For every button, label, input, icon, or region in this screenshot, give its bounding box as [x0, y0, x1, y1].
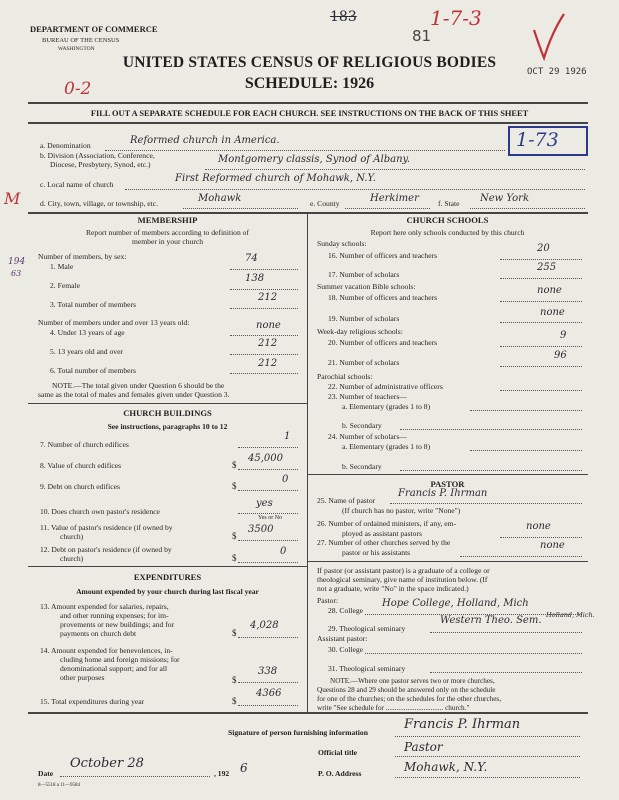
- age-head-label: Number of members under and over 13 years old:: [38, 318, 190, 327]
- city-label: d. City, town, village, or township, etc.: [40, 199, 159, 208]
- dotted-line: [500, 259, 582, 260]
- q24-label: 24. Number of scholars—: [328, 432, 407, 441]
- red-code-top: 1-7-3: [430, 6, 482, 30]
- dollar-sign: $: [232, 481, 237, 491]
- weekday-label: Week-day religious schools:: [317, 327, 403, 336]
- yes-no-hint: Yes or No: [258, 515, 283, 521]
- dotted-line: [238, 705, 298, 706]
- dollar-sign: $: [232, 531, 237, 541]
- buildings-sub: See instructions, paragraphs 10 to 12: [107, 422, 228, 431]
- dotted-line: [238, 540, 298, 541]
- city-value[interactable]: Mohawk: [198, 193, 242, 204]
- rule: [307, 561, 588, 562]
- q8-label: 8. Value of church edifices: [40, 461, 122, 470]
- assistant-label: Assistant pastor:: [317, 634, 368, 643]
- q28-label: 28. College: [328, 606, 364, 615]
- dotted-line: [205, 169, 585, 170]
- q26-label-2: ployed as assistant pastors: [342, 529, 422, 538]
- q26-label: 26. Number of ordained ministers, if any, em-: [317, 519, 457, 528]
- q27-label: 27. Number of other churches served by the: [317, 538, 451, 547]
- dotted-line: [460, 556, 582, 557]
- q10-value[interactable]: yes: [256, 498, 273, 509]
- received-date-stamp: OCT 29 1926: [527, 67, 587, 77]
- expenditures-sub: Amount expended by your church during last fiscal year: [76, 587, 259, 596]
- dotted-line: [183, 208, 298, 209]
- boxed-code: 1-73: [508, 126, 588, 156]
- schools-sub: Report here only schools conducted by this church: [370, 228, 525, 237]
- q31-label: 31. Theological seminary: [328, 664, 406, 673]
- q13-line3: provements or new buildings; and for: [60, 620, 175, 629]
- q16-label: 16. Number of officers and teachers: [328, 251, 438, 260]
- dotted-line: [365, 653, 582, 654]
- dotted-line: [430, 632, 582, 633]
- schedule-title: SCHEDULE: 1926: [244, 75, 375, 92]
- dotted-line: [500, 301, 582, 302]
- q3-value[interactable]: 212: [258, 292, 278, 303]
- rule: [28, 102, 588, 104]
- q14-value[interactable]: 338: [258, 666, 278, 677]
- dotted-line: [345, 208, 430, 209]
- q12-label: 12. Debt on pastor's residence (if owned by: [40, 545, 172, 554]
- dollar-sign: $: [232, 553, 237, 563]
- q17-value[interactable]: 255: [537, 262, 557, 273]
- membership-sub1: Report number of members according to definition of: [85, 228, 249, 237]
- dotted-line: [60, 776, 210, 777]
- q27-label-2: pastor or his assistants: [342, 548, 411, 557]
- graduate-line-2: theological seminary, give name of institution below. (If: [317, 575, 488, 584]
- pastor-note-3: for one of the churches; on the schedules for the other churches,: [317, 695, 502, 703]
- dollar-sign: $: [232, 460, 237, 470]
- dotted-line: [470, 410, 582, 411]
- q30-label: 30. College: [328, 645, 364, 654]
- q23a-label: a. Elementary (grades 1 to 8): [342, 402, 431, 411]
- graduate-line-1: If pastor (or assistant pastor) is a graduate of a college or: [317, 566, 490, 575]
- q15-value[interactable]: 4366: [256, 688, 282, 699]
- dotted-line: [500, 366, 582, 367]
- pastor-sub-label: Pastor:: [317, 596, 339, 605]
- dotted-line: [125, 189, 585, 190]
- q11-label-2: church): [60, 532, 84, 541]
- dotted-line: [500, 278, 582, 279]
- q25-hint: (If church has no pastor, write "None"): [342, 506, 461, 515]
- dollar-sign: $: [232, 675, 237, 685]
- county-value[interactable]: Herkimer: [370, 193, 419, 204]
- dotted-line: [105, 150, 505, 151]
- q19-label: 19. Number of scholars: [328, 314, 400, 323]
- q14-line2: cluding home and foreign missions; for: [60, 655, 180, 664]
- dotted-line: [500, 346, 582, 347]
- top-number: 81: [412, 27, 432, 45]
- margin-note: 194: [8, 257, 26, 267]
- membership-title: MEMBERSHIP: [137, 215, 198, 225]
- dotted-line: [230, 373, 298, 374]
- q28-value[interactable]: Hope College, Holland, Mich: [382, 598, 529, 609]
- q23b-label: b. Secondary: [342, 421, 382, 430]
- q3-label: 3. Total number of members: [50, 300, 137, 309]
- q12-label-2: church): [60, 554, 84, 563]
- division-label: b. Division (Association, Conference,: [40, 151, 155, 160]
- dotted-line: [238, 562, 298, 563]
- dept-label: DEPARTMENT OF COMMERCE: [30, 24, 158, 34]
- q18-value[interactable]: none: [537, 285, 562, 296]
- q14-line4: other purposes: [60, 673, 105, 682]
- dotted-line: [395, 777, 580, 778]
- q1-label: 1. Male: [50, 262, 74, 271]
- date-label: Date: [38, 769, 54, 778]
- local-name-value[interactable]: First Reformed church of Mohawk, N.Y.: [175, 173, 376, 184]
- q29-value-location[interactable]: Holland, Mich.: [546, 611, 595, 619]
- city-label: WASHINGTON: [58, 46, 95, 52]
- pastor-note-1: NOTE.—Where one pastor serves two or more churches,: [330, 677, 495, 685]
- q13-line2: and other running expenses; for im-: [60, 611, 169, 620]
- dotted-line: [470, 450, 582, 451]
- buildings-title: CHURCH BUILDINGS: [123, 408, 212, 418]
- address-label: P. O. Address: [318, 769, 362, 778]
- form-number: 8—5518 a 11—9584: [38, 783, 81, 788]
- q19-value[interactable]: none: [540, 307, 565, 318]
- dotted-line: [395, 736, 580, 737]
- q7-label: 7. Number of church edifices: [40, 440, 129, 449]
- q4-value[interactable]: none: [256, 320, 281, 331]
- q5-label: 5. 13 years old and over: [50, 347, 123, 356]
- vacation-label: Summer vacation Bible schools:: [317, 282, 416, 291]
- q20-value[interactable]: 9: [560, 330, 567, 341]
- dotted-line: [230, 289, 298, 290]
- membership-sub2: member in your church: [131, 237, 204, 246]
- q20-label: 20. Number of officers and teachers: [328, 338, 438, 347]
- signature-label: Signature of person furnishing information: [228, 728, 368, 737]
- division-value[interactable]: Montgomery classis, Synod of Albany.: [218, 154, 411, 165]
- date-value[interactable]: October 28: [70, 756, 144, 771]
- q21-value[interactable]: 96: [554, 350, 567, 361]
- bureau-label: BUREAU OF THE CENSUS: [42, 37, 120, 44]
- rule: [28, 122, 588, 124]
- q14-line1: 14. Amount expended for benevolences, in-: [40, 646, 173, 655]
- margin-mark: M: [4, 189, 21, 208]
- dotted-line: [238, 490, 298, 491]
- column-divider: [307, 212, 308, 712]
- q24b-label: b. Secondary: [342, 462, 382, 471]
- q11-value[interactable]: 3500: [248, 524, 274, 535]
- dotted-line: [395, 756, 580, 757]
- struck-number: 183: [330, 9, 357, 25]
- rule: [28, 712, 588, 714]
- pastor-title: PASTOR: [430, 479, 465, 489]
- q6-value[interactable]: 212: [258, 358, 278, 369]
- margin-note-2: 63: [11, 269, 22, 278]
- sunday-label: Sunday schools:: [317, 239, 367, 248]
- q18-label: 18. Number of officers and teachers: [328, 293, 438, 302]
- dotted-line: [238, 447, 298, 448]
- q6-label: 6. Total number of members: [50, 366, 137, 375]
- signature-value[interactable]: Francis P. Ihrman: [404, 717, 521, 732]
- red-code-left: 0-2: [64, 79, 92, 99]
- q2-label: 2. Female: [50, 281, 80, 290]
- rule: [28, 212, 588, 214]
- membership-note-2: same as the total of males and females given under Question 3.: [38, 390, 230, 399]
- denomination-value[interactable]: Reformed church in America.: [130, 135, 280, 146]
- q12-value[interactable]: 0: [280, 546, 287, 557]
- year-value[interactable]: 6: [240, 761, 248, 775]
- q11-label: 11. Value of pastor's residence (if owned by: [40, 523, 173, 532]
- q29-label: 29. Theological seminary: [328, 624, 406, 633]
- q24a-label: a. Elementary (grades 1 to 8): [342, 442, 431, 451]
- expenditures-title: EXPENDITURES: [133, 572, 202, 582]
- state-label: f. State: [438, 199, 460, 208]
- denomination-label: a. Denomination: [40, 141, 91, 150]
- q25-label: 25. Name of pastor: [317, 496, 376, 505]
- dotted-line: [500, 537, 582, 538]
- q13-line1: 13. Amount expended for salaries, repairs,: [40, 602, 169, 611]
- dotted-line: [238, 682, 298, 683]
- rule: [28, 403, 307, 404]
- q5-value[interactable]: 212: [258, 338, 278, 349]
- q27-value[interactable]: none: [540, 540, 565, 551]
- schools-title: CHURCH SCHOOLS: [406, 215, 489, 225]
- q16-value[interactable]: 20: [537, 243, 550, 254]
- dotted-line: [238, 469, 298, 470]
- q1-value[interactable]: 74: [245, 253, 258, 264]
- state-value[interactable]: New York: [480, 193, 529, 204]
- dotted-line: [230, 354, 298, 355]
- official-title-value[interactable]: Pastor: [404, 740, 443, 754]
- year-prefix: , 192: [214, 769, 230, 778]
- q2-value[interactable]: 138: [245, 273, 265, 284]
- dollar-sign: $: [232, 628, 237, 638]
- dotted-line: [400, 429, 582, 430]
- graduate-line-3: not a graduate, write "No" in the space indicated.): [317, 584, 469, 593]
- pastor-note-4: write "See schedule for ................................ church.": [317, 704, 470, 712]
- official-title-label: Official title: [318, 748, 358, 757]
- rule: [307, 474, 588, 475]
- address-value[interactable]: Mohawk, N.Y.: [404, 760, 488, 774]
- q7-value[interactable]: 1: [284, 431, 291, 442]
- dotted-line: [230, 269, 298, 270]
- dotted-line: [238, 637, 298, 638]
- q14-line3: denominational support; and for all: [60, 664, 168, 673]
- parochial-label: Parochial schools:: [317, 372, 373, 381]
- county-label: e. County: [310, 199, 340, 208]
- q9-value[interactable]: 0: [282, 474, 289, 485]
- q13-line4: payments on church debt: [60, 629, 137, 638]
- q25-value[interactable]: Francis P. Ihrman: [398, 488, 488, 499]
- dotted-line: [470, 208, 585, 209]
- dotted-line: [430, 672, 582, 673]
- local-name-label: c. Local name of church: [40, 180, 114, 189]
- q9-label: 9. Debt on church edifices: [40, 482, 120, 491]
- q21-label: 21. Number of scholars: [328, 358, 400, 367]
- q23-label: 23. Number of teachers—: [328, 392, 407, 401]
- dotted-line: [400, 470, 582, 471]
- dotted-line: [230, 335, 298, 336]
- dotted-line: [500, 390, 582, 391]
- q26-value[interactable]: none: [526, 521, 551, 532]
- dollar-sign: $: [232, 696, 237, 706]
- q22-label: 22. Number of administrative officers: [328, 382, 443, 391]
- q15-label: 15. Total expenditures during year: [40, 697, 145, 706]
- q29-value[interactable]: Western Theo. Sem.: [440, 615, 542, 626]
- q4-label: 4. Under 13 years of age: [50, 328, 125, 337]
- dotted-line: [390, 503, 582, 504]
- by-sex-label: Number of members, by sex:: [38, 252, 127, 261]
- q13-value[interactable]: 4,028: [250, 620, 279, 631]
- dotted-line: [230, 308, 298, 309]
- dotted-line: [500, 322, 582, 323]
- rule: [28, 566, 307, 567]
- form-title: UNITED STATES CENSUS OF RELIGIOUS BODIES: [122, 54, 497, 71]
- instruction-line: FILL OUT A SEPARATE SCHEDULE FOR EACH CHURCH. SEE INSTRUCTIONS ON THE BACK OF THIS SHEET: [90, 109, 529, 118]
- q10-label: 10. Does church own pastor's residence: [40, 507, 160, 516]
- q17-label: 17. Number of scholars: [328, 270, 400, 279]
- pastor-note-2: Questions 28 and 29 should be answered only on the schedule: [317, 686, 496, 694]
- membership-note-1: NOTE.—The total given under Question 6 should be the: [52, 381, 225, 390]
- q8-value[interactable]: 45,000: [248, 453, 283, 464]
- division-label-2: Diocese, Presbytery, Synod, etc.): [50, 160, 151, 169]
